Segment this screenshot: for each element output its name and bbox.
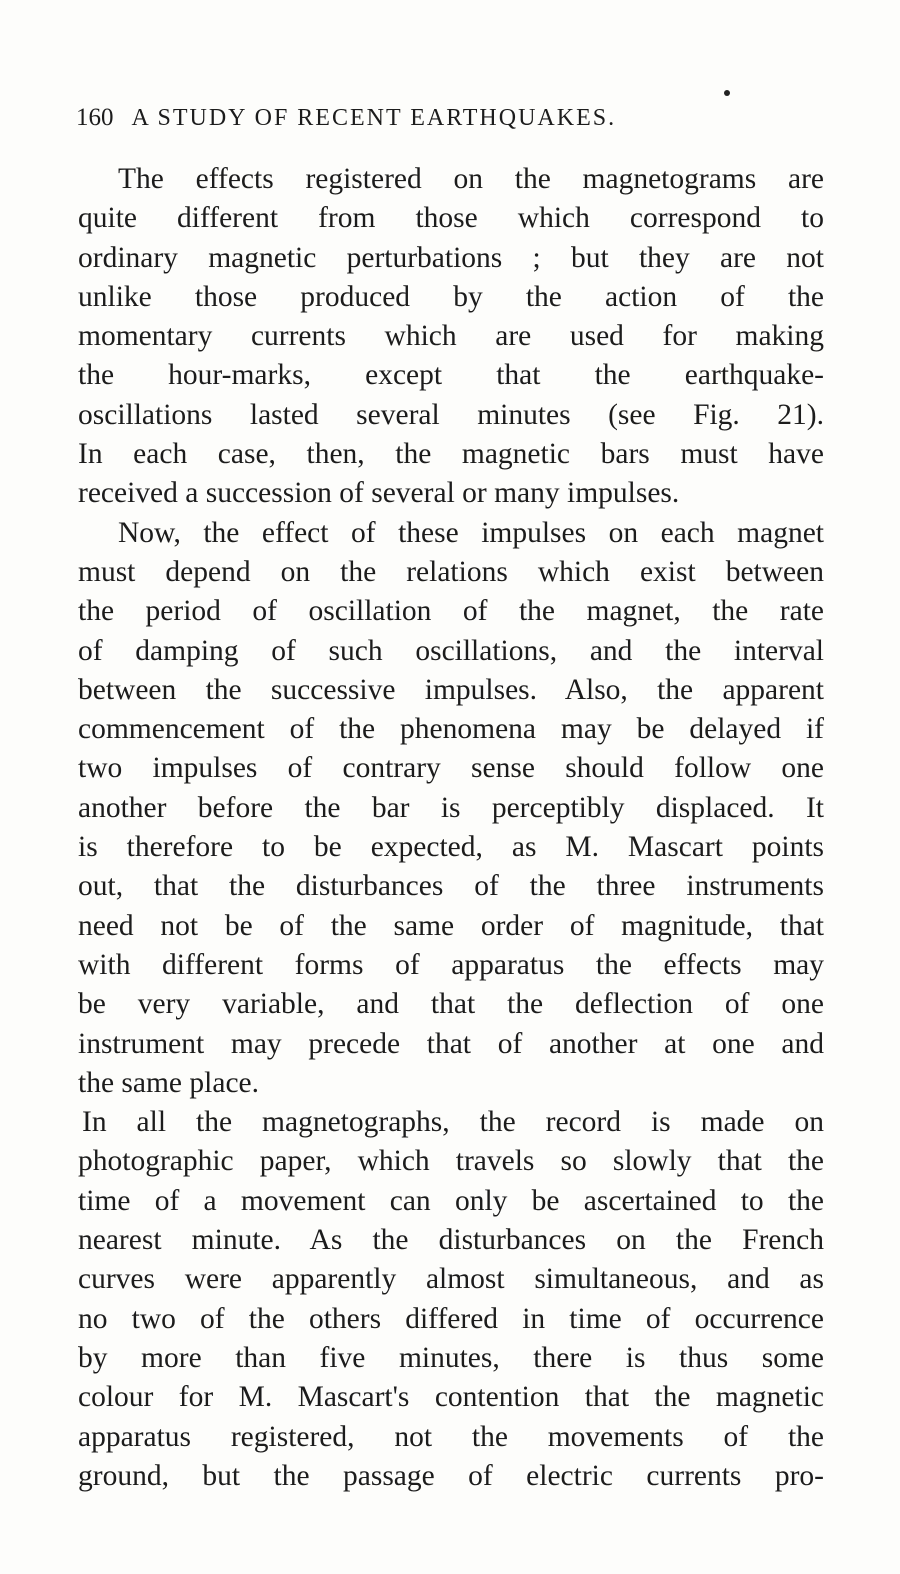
page-number: 160: [76, 104, 114, 131]
text-line: time of a movement can only be ascertained to the: [78, 1184, 824, 1217]
text-line: unlike those produced by the action of the: [78, 280, 824, 313]
text-line: between the successive impulses. Also, the apparent: [78, 673, 824, 706]
running-title: A STUDY OF RECENT EARTHQUAKES.: [131, 105, 617, 131]
text-line: the same place.: [78, 1066, 260, 1099]
text-line: be very variable, and that the deflection of one: [78, 988, 824, 1021]
text-line: must depend on the relations which exist between: [78, 555, 824, 588]
text-line: commencement of the phenomena may be delayed if: [78, 713, 824, 746]
text-line: two impulses of contrary sense should follow one: [78, 752, 824, 785]
text-line: the period of oscillation of the magnet, the rate: [78, 595, 824, 628]
text-line: out, that the disturbances of the three instruments: [78, 870, 824, 903]
text-line: nearest minute. As the disturbances on the French: [78, 1224, 824, 1257]
text-line: curves were apparently almost simultaneous, and as: [78, 1263, 824, 1296]
text-line: The effects registered on the magnetograms are: [118, 163, 824, 195]
running-header: [76, 104, 756, 132]
text-line: colour for M. Mascart's contention that the magnetic: [78, 1381, 824, 1414]
text-line: of damping of such oscillations, and the interval: [78, 634, 824, 667]
text-line: In each case, then, the magnetic bars must have: [78, 438, 824, 471]
text-line: received a succession of several or many impulses.: [78, 477, 680, 510]
text-line: another before the bar is perceptibly displaced. It: [78, 791, 824, 824]
text-line: need not be of the same order of magnitude, that: [78, 909, 824, 942]
text-line: instrument may precede that of another at one and: [78, 1027, 824, 1060]
text-line: apparatus registered, not the movements of the: [78, 1420, 824, 1453]
paragraph: [78, 160, 824, 514]
text-line: ground, but the passage of electric currents pro-: [78, 1459, 824, 1492]
text-line: is therefore to be expected, as M. Mascart points: [78, 831, 824, 864]
text-line: the hour-marks, except that the earthquake-: [78, 359, 824, 392]
paragraph: [78, 1103, 824, 1496]
paragraph: [78, 514, 824, 1103]
ink-speck: [724, 90, 730, 96]
text-line: In all the magnetographs, the record is made on: [82, 1106, 824, 1139]
text-line: by more than five minutes, there is thus some: [78, 1341, 824, 1374]
text-line: Now, the effect of these impulses on each magnet: [118, 516, 824, 549]
text-line: ordinary magnetic perturbations ; but they are not: [78, 241, 824, 274]
text-line: with different forms of apparatus the effects may: [78, 948, 824, 981]
page-body: [78, 160, 824, 1496]
text-line: quite different from those which correspond to: [78, 202, 824, 235]
text-line: oscillations lasted several minutes (see Fig. 21).: [78, 398, 824, 431]
text-line: no two of the others differed in time of occurrence: [78, 1302, 824, 1335]
text-line: photographic paper, which travels so slowly that the: [78, 1145, 824, 1178]
text-line: momentary currents which are used for making: [78, 320, 824, 353]
